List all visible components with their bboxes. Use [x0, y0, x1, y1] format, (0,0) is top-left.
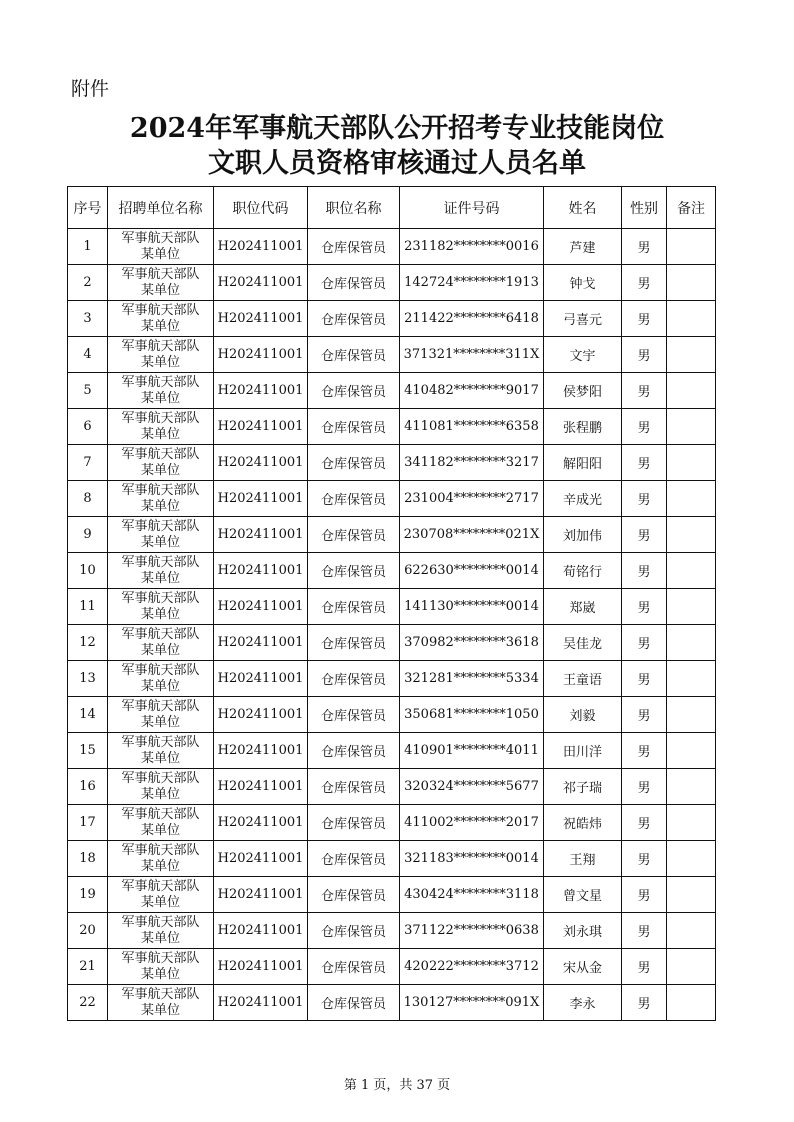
unit-line-1: 军事航天部队	[121, 842, 200, 858]
cell-name: 侯梦阳	[544, 373, 622, 409]
cell-name: 刘永琪	[544, 913, 622, 949]
unit-line-1: 军事航天部队	[121, 734, 200, 750]
cell-position: 仓库保管员	[308, 229, 400, 265]
cell-gender: 男	[622, 769, 667, 805]
unit-line-1: 军事航天部队	[121, 338, 200, 354]
cell-unit	[108, 733, 214, 769]
cell-unit	[108, 841, 214, 877]
cell-gender: 男	[622, 553, 667, 589]
cell-position: 仓库保管员	[308, 373, 400, 409]
cell-code: H202411001	[214, 337, 308, 373]
cell-gender: 男	[622, 985, 667, 1021]
cell-seq: 9	[68, 517, 108, 553]
unit-line-2: 某单位	[140, 750, 180, 766]
cell-note	[667, 373, 716, 409]
cell-id-number: 410901********4011	[400, 733, 544, 769]
cell-code: H202411001	[214, 949, 308, 985]
cell-code: H202411001	[214, 265, 308, 301]
cell-code: H202411001	[214, 589, 308, 625]
table-row	[68, 265, 716, 301]
table-row	[68, 877, 716, 913]
unit-line-1: 军事航天部队	[121, 986, 200, 1002]
unit-line-1: 军事航天部队	[121, 410, 200, 426]
cell-id-number: 371321********311X	[400, 337, 544, 373]
cell-note	[667, 301, 716, 337]
cell-unit	[108, 373, 214, 409]
cell-unit	[108, 409, 214, 445]
cell-seq: 4	[68, 337, 108, 373]
cell-seq: 13	[68, 661, 108, 697]
cell-unit	[108, 805, 214, 841]
cell-name: 郑崴	[544, 589, 622, 625]
cell-id-number: 411002********2017	[400, 805, 544, 841]
cell-position: 仓库保管员	[308, 805, 400, 841]
cell-unit	[108, 625, 214, 661]
cell-name: 刘毅	[544, 697, 622, 733]
unit-line-2: 某单位	[140, 318, 180, 334]
unit-line-2: 某单位	[140, 426, 180, 442]
unit-line-1: 军事航天部队	[121, 446, 200, 462]
unit-line-2: 某单位	[140, 966, 180, 982]
unit-line-2: 某单位	[140, 462, 180, 478]
table-row	[68, 229, 716, 265]
cell-name: 宋从金	[544, 949, 622, 985]
cell-id-number: 410482********9017	[400, 373, 544, 409]
cell-position: 仓库保管员	[308, 913, 400, 949]
table-row	[68, 661, 716, 697]
cell-code: H202411001	[214, 841, 308, 877]
unit-line-2: 某单位	[140, 1002, 180, 1018]
unit-line-1: 军事航天部队	[121, 266, 200, 282]
cell-code: H202411001	[214, 877, 308, 913]
cell-id-number: 430424********3118	[400, 877, 544, 913]
cell-seq: 15	[68, 733, 108, 769]
table-row	[68, 805, 716, 841]
cell-gender: 男	[622, 373, 667, 409]
cell-unit	[108, 553, 214, 589]
candidate-table	[67, 186, 716, 1021]
cell-name: 解阳阳	[544, 445, 622, 481]
header-unit: 招聘单位名称	[108, 187, 214, 229]
header-seq: 序号	[68, 187, 108, 229]
cell-unit	[108, 445, 214, 481]
cell-name: 张程鹏	[544, 409, 622, 445]
cell-seq: 12	[68, 625, 108, 661]
unit-line-1: 军事航天部队	[121, 626, 200, 642]
cell-gender: 男	[622, 301, 667, 337]
cell-id-number: 320324********5677	[400, 769, 544, 805]
cell-note	[667, 553, 716, 589]
cell-code: H202411001	[214, 913, 308, 949]
cell-code: H202411001	[214, 409, 308, 445]
cell-unit	[108, 265, 214, 301]
cell-note	[667, 589, 716, 625]
cell-id-number: 341182********3217	[400, 445, 544, 481]
cell-seq: 18	[68, 841, 108, 877]
cell-unit	[108, 481, 214, 517]
table-row	[68, 697, 716, 733]
cell-seq: 20	[68, 913, 108, 949]
cell-position: 仓库保管员	[308, 445, 400, 481]
table-row	[68, 841, 716, 877]
cell-position: 仓库保管员	[308, 589, 400, 625]
header-id: 证件号码	[400, 187, 544, 229]
cell-seq: 21	[68, 949, 108, 985]
cell-name: 荀铭行	[544, 553, 622, 589]
cell-code: H202411001	[214, 733, 308, 769]
cell-gender: 男	[622, 229, 667, 265]
cell-position: 仓库保管员	[308, 553, 400, 589]
cell-name: 钟戈	[544, 265, 622, 301]
cell-seq: 10	[68, 553, 108, 589]
cell-seq: 11	[68, 589, 108, 625]
unit-line-2: 某单位	[140, 786, 180, 802]
cell-name: 王童语	[544, 661, 622, 697]
cell-unit	[108, 517, 214, 553]
cell-id-number: 130127********091X	[400, 985, 544, 1021]
cell-note	[667, 409, 716, 445]
cell-unit	[108, 697, 214, 733]
unit-line-1: 军事航天部队	[121, 518, 200, 534]
cell-name: 祁子瑞	[544, 769, 622, 805]
cell-seq: 19	[68, 877, 108, 913]
cell-gender: 男	[622, 337, 667, 373]
cell-code: H202411001	[214, 553, 308, 589]
table-row	[68, 517, 716, 553]
cell-id-number: 231182********0016	[400, 229, 544, 265]
unit-line-1: 军事航天部队	[121, 230, 200, 246]
cell-name: 曾文星	[544, 877, 622, 913]
cell-gender: 男	[622, 661, 667, 697]
cell-id-number: 622630********0014	[400, 553, 544, 589]
header-name: 姓名	[544, 187, 622, 229]
table-row	[68, 625, 716, 661]
table-row	[68, 445, 716, 481]
table-row	[68, 589, 716, 625]
cell-id-number: 211422********6418	[400, 301, 544, 337]
cell-unit	[108, 949, 214, 985]
cell-id-number: 321183********0014	[400, 841, 544, 877]
unit-line-1: 军事航天部队	[121, 374, 200, 390]
cell-unit	[108, 337, 214, 373]
cell-name: 弓喜元	[544, 301, 622, 337]
cell-seq: 16	[68, 769, 108, 805]
cell-note	[667, 265, 716, 301]
unit-line-1: 军事航天部队	[121, 806, 200, 822]
cell-seq: 7	[68, 445, 108, 481]
cell-code: H202411001	[214, 517, 308, 553]
cell-seq: 6	[68, 409, 108, 445]
document-title-line-2: 文职人员资格审核通过人员名单	[208, 148, 586, 179]
unit-line-1: 军事航天部队	[121, 914, 200, 930]
cell-note	[667, 229, 716, 265]
table-row	[68, 733, 716, 769]
cell-gender: 男	[622, 697, 667, 733]
cell-gender: 男	[622, 805, 667, 841]
cell-position: 仓库保管员	[308, 697, 400, 733]
cell-gender: 男	[622, 949, 667, 985]
table-row	[68, 769, 716, 805]
table-row	[68, 409, 716, 445]
cell-id-number: 370982********3618	[400, 625, 544, 661]
cell-id-number: 371122********0638	[400, 913, 544, 949]
cell-note	[667, 733, 716, 769]
cell-seq: 22	[68, 985, 108, 1021]
cell-seq: 2	[68, 265, 108, 301]
cell-name: 刘加伟	[544, 517, 622, 553]
page-footer: 第 1 页，共 37 页	[343, 1078, 451, 1093]
cell-note	[667, 985, 716, 1021]
unit-line-1: 军事航天部队	[121, 698, 200, 714]
table-row	[68, 913, 716, 949]
cell-unit	[108, 229, 214, 265]
cell-gender: 男	[622, 877, 667, 913]
cell-gender: 男	[622, 481, 667, 517]
table-row	[68, 553, 716, 589]
cell-gender: 男	[622, 409, 667, 445]
unit-line-2: 某单位	[140, 930, 180, 946]
cell-seq: 14	[68, 697, 108, 733]
cell-seq: 8	[68, 481, 108, 517]
table-row	[68, 373, 716, 409]
cell-gender: 男	[622, 733, 667, 769]
cell-note	[667, 697, 716, 733]
cell-seq: 17	[68, 805, 108, 841]
cell-position: 仓库保管员	[308, 517, 400, 553]
cell-note	[667, 841, 716, 877]
unit-line-2: 某单位	[140, 246, 180, 262]
document-title-line-1: 2024年军事航天部队公开招考专业技能岗位	[129, 113, 665, 144]
cell-note	[667, 517, 716, 553]
cell-gender: 男	[622, 445, 667, 481]
unit-line-2: 某单位	[140, 570, 180, 586]
cell-code: H202411001	[214, 805, 308, 841]
cell-unit	[108, 985, 214, 1021]
cell-code: H202411001	[214, 445, 308, 481]
cell-name: 李永	[544, 985, 622, 1021]
cell-name: 文宇	[544, 337, 622, 373]
header-note: 备注	[667, 187, 716, 229]
cell-gender: 男	[622, 841, 667, 877]
cell-code: H202411001	[214, 373, 308, 409]
header-position: 职位名称	[308, 187, 400, 229]
unit-line-2: 某单位	[140, 606, 180, 622]
cell-position: 仓库保管员	[308, 733, 400, 769]
unit-line-1: 军事航天部队	[121, 950, 200, 966]
cell-code: H202411001	[214, 985, 308, 1021]
cell-unit	[108, 913, 214, 949]
cell-name: 祝皓炜	[544, 805, 622, 841]
cell-unit	[108, 769, 214, 805]
cell-note	[667, 877, 716, 913]
unit-line-1: 军事航天部队	[121, 770, 200, 786]
cell-unit	[108, 661, 214, 697]
cell-position: 仓库保管员	[308, 985, 400, 1021]
cell-code: H202411001	[214, 769, 308, 805]
cell-gender: 男	[622, 625, 667, 661]
table-row	[68, 301, 716, 337]
cell-position: 仓库保管员	[308, 841, 400, 877]
cell-id-number: 141130********0014	[400, 589, 544, 625]
cell-position: 仓库保管员	[308, 337, 400, 373]
unit-line-2: 某单位	[140, 894, 180, 910]
cell-code: H202411001	[214, 229, 308, 265]
cell-note	[667, 481, 716, 517]
cell-name: 王翔	[544, 841, 622, 877]
header-gender: 性别	[622, 187, 667, 229]
cell-note	[667, 913, 716, 949]
cell-code: H202411001	[214, 301, 308, 337]
cell-unit	[108, 301, 214, 337]
cell-code: H202411001	[214, 697, 308, 733]
unit-line-2: 某单位	[140, 534, 180, 550]
cell-position: 仓库保管员	[308, 625, 400, 661]
cell-id-number: 411081********6358	[400, 409, 544, 445]
unit-line-2: 某单位	[140, 390, 180, 406]
unit-line-2: 某单位	[140, 354, 180, 370]
cell-id-number: 230708********021X	[400, 517, 544, 553]
unit-line-2: 某单位	[140, 642, 180, 658]
unit-line-2: 某单位	[140, 714, 180, 730]
unit-line-2: 某单位	[140, 282, 180, 298]
unit-line-1: 军事航天部队	[121, 878, 200, 894]
cell-note	[667, 805, 716, 841]
cell-name: 吴佳龙	[544, 625, 622, 661]
cell-gender: 男	[622, 517, 667, 553]
cell-position: 仓库保管员	[308, 265, 400, 301]
cell-note	[667, 625, 716, 661]
unit-line-2: 某单位	[140, 858, 180, 874]
table-row	[68, 949, 716, 985]
cell-position: 仓库保管员	[308, 409, 400, 445]
cell-id-number: 350681********1050	[400, 697, 544, 733]
cell-note	[667, 949, 716, 985]
cell-id-number: 321281********5334	[400, 661, 544, 697]
cell-gender: 男	[622, 265, 667, 301]
attachment-label: 附件	[71, 78, 110, 100]
cell-seq: 5	[68, 373, 108, 409]
unit-line-1: 军事航天部队	[121, 554, 200, 570]
cell-position: 仓库保管员	[308, 301, 400, 337]
unit-line-1: 军事航天部队	[121, 482, 200, 498]
cell-note	[667, 445, 716, 481]
table-row	[68, 337, 716, 373]
cell-id-number: 420222********3712	[400, 949, 544, 985]
cell-id-number: 142724********1913	[400, 265, 544, 301]
table-row	[68, 985, 716, 1021]
cell-seq: 1	[68, 229, 108, 265]
cell-name: 田川洋	[544, 733, 622, 769]
cell-name: 辛成光	[544, 481, 622, 517]
unit-line-1: 军事航天部队	[121, 662, 200, 678]
cell-note	[667, 337, 716, 373]
cell-position: 仓库保管员	[308, 769, 400, 805]
unit-line-1: 军事航天部队	[121, 590, 200, 606]
cell-id-number: 231004********2717	[400, 481, 544, 517]
unit-line-2: 某单位	[140, 678, 180, 694]
cell-seq: 3	[68, 301, 108, 337]
cell-unit	[108, 589, 214, 625]
unit-line-2: 某单位	[140, 498, 180, 514]
cell-position: 仓库保管员	[308, 949, 400, 985]
cell-code: H202411001	[214, 661, 308, 697]
cell-unit	[108, 877, 214, 913]
table-header-row	[68, 187, 716, 229]
table-row	[68, 481, 716, 517]
header-code: 职位代码	[214, 187, 308, 229]
cell-code: H202411001	[214, 625, 308, 661]
cell-code: H202411001	[214, 481, 308, 517]
unit-line-2: 某单位	[140, 822, 180, 838]
cell-gender: 男	[622, 589, 667, 625]
unit-line-1: 军事航天部队	[121, 302, 200, 318]
cell-position: 仓库保管员	[308, 661, 400, 697]
cell-name: 芦建	[544, 229, 622, 265]
cell-position: 仓库保管员	[308, 877, 400, 913]
cell-note	[667, 661, 716, 697]
cell-note	[667, 769, 716, 805]
cell-gender: 男	[622, 913, 667, 949]
cell-position: 仓库保管员	[308, 481, 400, 517]
